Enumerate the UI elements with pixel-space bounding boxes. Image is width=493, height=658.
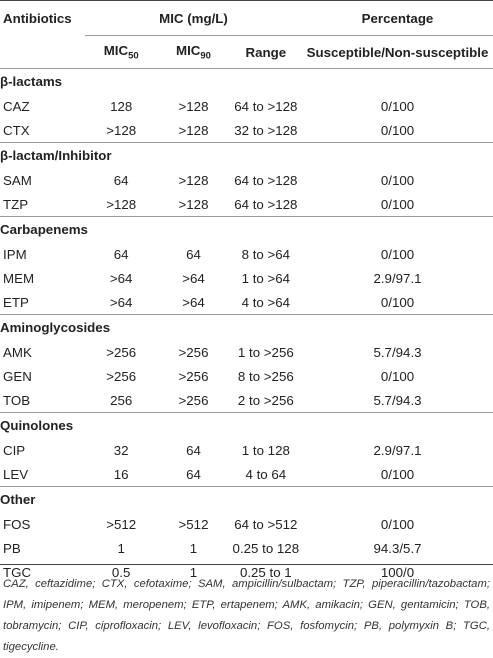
cell-drug: FOS (3, 516, 31, 532)
cell-drug: TZP (3, 196, 29, 212)
cell-drug: ETP (3, 294, 29, 310)
cell-mic50: 0.5 (111, 564, 131, 580)
cell-mic50: >512 (106, 516, 137, 532)
table-row (0, 266, 493, 290)
cell-mic50: >128 (106, 122, 137, 138)
cell-drug: TOB (3, 392, 31, 408)
cell-percentage: 2.9/97.1 (373, 442, 422, 458)
cell-mic50: 32 (113, 442, 129, 458)
cell-percentage: 0/100 (380, 246, 415, 262)
table-row (0, 118, 493, 143)
cell-drug: TGC (3, 564, 32, 580)
cell-mic50: 64 (113, 172, 129, 188)
table-row (0, 536, 493, 560)
cell-range: 8 to >256 (237, 368, 294, 384)
cell-range: 64 to >512 (234, 516, 298, 532)
cell-percentage: 0/100 (380, 368, 415, 384)
cell-drug: LEV (3, 466, 29, 482)
cell-percentage: 0/100 (380, 294, 415, 310)
cell-mic90: >128 (178, 172, 209, 188)
cell-range: 64 to >128 (234, 98, 298, 114)
cell-range: 64 to >128 (234, 172, 298, 188)
table-row (0, 340, 493, 364)
group-row (0, 413, 493, 439)
cell-mic90: >512 (178, 516, 209, 532)
cell-percentage: 5.7/94.3 (373, 392, 422, 408)
table-row (0, 512, 493, 536)
group-row (0, 315, 493, 341)
cell-mic90: >64 (182, 270, 205, 286)
cell-drug: AMK (3, 344, 32, 360)
cell-mic50: 256 (110, 392, 133, 408)
cell-mic90: 1 (189, 564, 198, 580)
cell-drug: CIP (3, 442, 26, 458)
cell-percentage: 0/100 (380, 516, 415, 532)
cell-percentage: 0/100 (380, 196, 415, 212)
group-label: Aminoglycosides (0, 320, 111, 335)
group-row (0, 487, 493, 513)
cell-mic50: 16 (113, 466, 129, 482)
table-row (0, 94, 493, 118)
cell-mic50: >64 (109, 294, 133, 310)
cell-mic90: >256 (178, 368, 209, 384)
cell-percentage: 0/100 (380, 172, 415, 188)
cell-mic90: >256 (178, 392, 209, 408)
cell-percentage: 2.9/97.1 (373, 270, 422, 286)
group-row (0, 217, 493, 243)
cell-range: 0.25 to 1 (239, 564, 292, 580)
header-susceptible: Susceptible/Non-susceptible (306, 44, 489, 60)
cell-mic50: 1 (117, 540, 125, 556)
cell-percentage: 100/0 (380, 564, 415, 580)
group-label: β-lactam/Inhibitor (0, 148, 112, 163)
header-mic90: $MIC_{90}$ (176, 42, 211, 62)
cell-mic50: >256 (106, 344, 137, 360)
cell-mic90: >128 (178, 98, 209, 114)
cell-percentage: 94.3/5.7 (373, 540, 422, 556)
cell-mic90: 64 (186, 246, 201, 262)
table-row (0, 438, 493, 462)
group-row (0, 69, 493, 95)
cell-mic90: >128 (178, 196, 209, 212)
cell-drug: CAZ (3, 98, 30, 114)
cell-percentage: 0/100 (380, 466, 415, 482)
group-label: Carbapenems (0, 222, 88, 237)
cell-mic50: 128 (110, 98, 133, 114)
cell-range: 1 to >64 (241, 270, 291, 286)
group-label: β-lactams (0, 74, 63, 89)
cell-range: 4 to >64 (241, 294, 291, 310)
cell-mic50: >64 (109, 270, 133, 286)
cell-drug: MEM (3, 270, 35, 286)
cell-mic90: >128 (178, 122, 209, 138)
cell-range: 32 to >128 (234, 122, 298, 138)
header-mic-group: MIC (mg/L) (85, 1, 302, 36)
cell-percentage: 0/100 (380, 98, 415, 114)
cell-drug: IPM (3, 246, 27, 262)
cell-drug: GEN (3, 368, 32, 384)
cell-range: 2 to >256 (237, 392, 294, 408)
table-row (0, 168, 493, 192)
footnote-divider (0, 564, 493, 565)
cell-mic90: >256 (178, 344, 209, 360)
group-label: Other (0, 492, 36, 507)
cell-percentage: 0/100 (380, 122, 415, 138)
cell-range: 4 to 64 (245, 466, 287, 482)
cell-range: 8 to >64 (241, 246, 291, 262)
cell-range: 64 to >128 (234, 196, 298, 212)
cell-range: 0.25 to 128 (232, 540, 300, 556)
header-row-top (0, 1, 493, 36)
table-row (0, 290, 493, 315)
table-row (0, 388, 493, 413)
table-row (0, 462, 493, 487)
cell-drug: PB (3, 540, 21, 556)
header-range: Range (245, 44, 287, 60)
group-label: Quinolones (0, 418, 74, 433)
table-body (0, 69, 493, 585)
table-row (0, 364, 493, 388)
cell-drug: CTX (3, 122, 30, 138)
cell-mic90: 1 (189, 540, 198, 556)
cell-mic90: >64 (182, 294, 205, 310)
table-row (0, 242, 493, 266)
header-mic50: $MIC_{50}$ (103, 42, 139, 62)
table-footnote: CAZ, ceftazidime; CTX, cefotaxime; SAM, ampicillin/sulbactam; TZP, piperacillin/tazobactam; IPM, imipenem; MEM, meropenem; ETP, ertapenem; AMK, amikacin; GEN, gentamicin; TOB, tobramycin; CIP, ciprofloxacin; LEV, levofloxacin; FOS, fosfomycin; PB, polymyxin B; TGC, tigecycline. (3, 578, 490, 653)
table-row (0, 192, 493, 217)
cell-percentage: 5.7/94.3 (373, 344, 422, 360)
cell-mic50: >256 (106, 368, 137, 384)
cell-mic50: 64 (113, 246, 129, 262)
header-percentage-group: Percentage (302, 1, 493, 36)
cell-mic90: 64 (186, 466, 201, 482)
cell-mic50: >128 (106, 196, 137, 212)
header-antibiotics: Antibiotics (3, 10, 72, 26)
cell-drug: SAM (3, 172, 32, 188)
cell-mic90: 64 (186, 442, 201, 458)
cell-range: 1 to 128 (241, 442, 290, 458)
group-row (0, 143, 493, 169)
cell-range: 1 to >256 (237, 344, 294, 360)
header-row-bottom (0, 36, 493, 69)
